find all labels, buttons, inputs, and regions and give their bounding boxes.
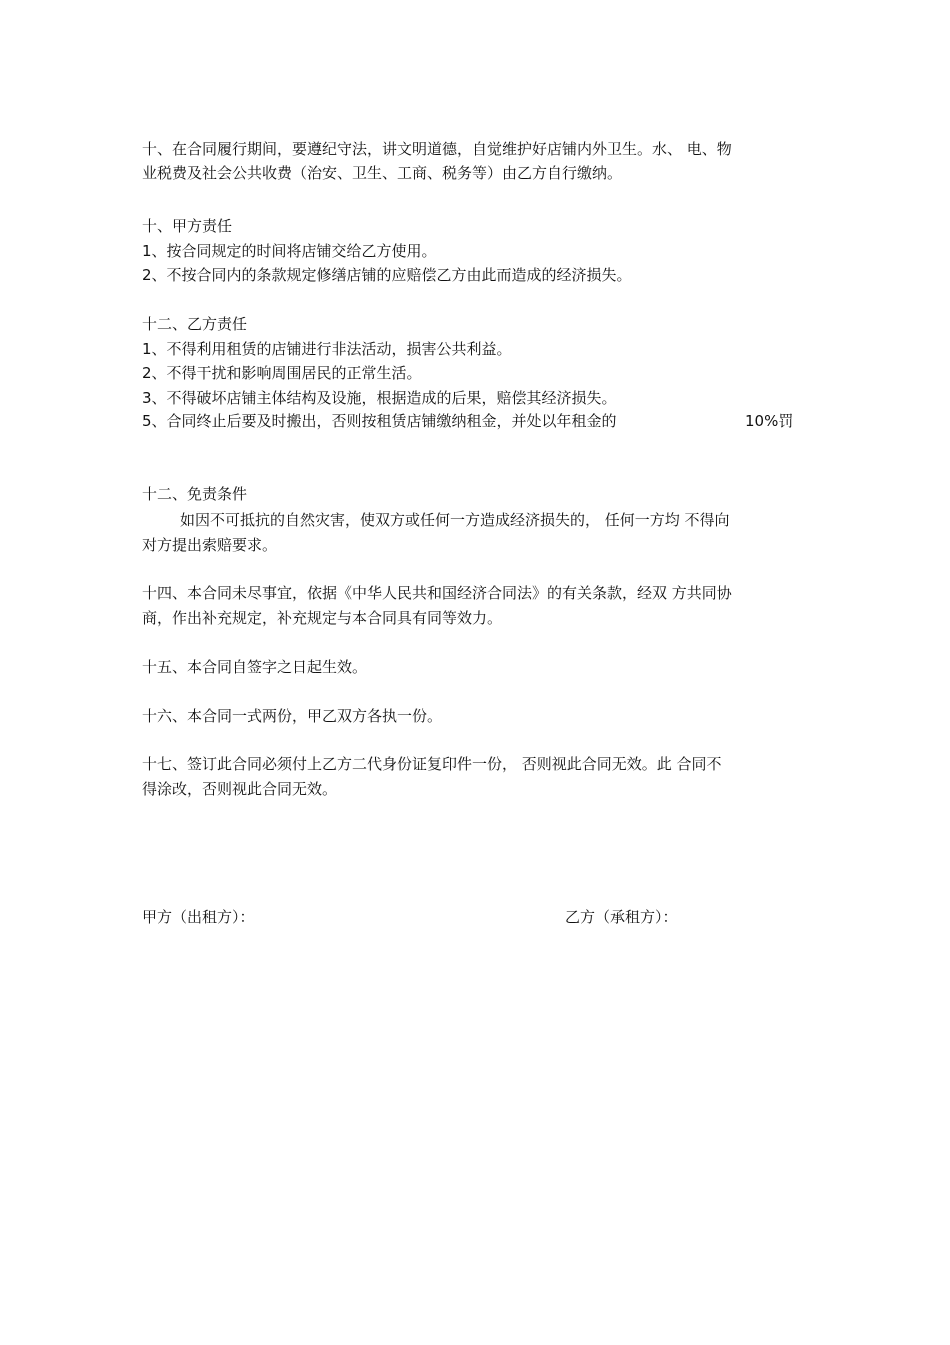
clause-12a-item-1: 1、不得利用租赁的店铺进行非法活动，损害公共利益。	[142, 340, 512, 358]
clause-12a-item-5-tail: 10%罚	[745, 412, 794, 430]
clause-10b-heading: 十、甲方责任	[142, 217, 233, 235]
clause-15-line-1: 十五、本合同自签字之日起生效。	[142, 658, 368, 676]
clause-12a-item-5: 5、合同终止后要及时搬出，否则按租赁店铺缴纳租金，并处以年租金的	[142, 412, 617, 430]
clause-16-line-1: 十六、本合同一式两份，甲乙双方各执一份。	[142, 707, 443, 725]
clause-12a-item-3: 3、不得破坏店铺主体结构及设施，根据造成的后果，赔偿其经济损失。	[142, 389, 617, 407]
clause-12a-item-2: 2、不得干扰和影响周围居民的正常生活。	[142, 364, 422, 382]
clause-10a-line-2: 业税费及社会公共收费（治安、卫生、工商、税务等）由乙方自行缴纳。	[142, 164, 623, 182]
clause-12a-heading: 十二、乙方责任	[142, 315, 248, 333]
clause-10b-item-1: 1、按合同规定的时间将店铺交给乙方使用。	[142, 242, 437, 260]
clause-10a-line-1: 十、在合同履行期间，要遵纪守法，讲文明道德，自觉维护好店铺内外卫生。水、 电、物	[142, 140, 732, 158]
clause-14-line-2: 商，作出补充规定，补充规定与本合同具有同等效力。	[142, 609, 503, 627]
clause-12b-line-2: 对方提出索赔要求。	[142, 536, 278, 554]
clause-12b-line-1: 如因不可抵抗的自然灾害，使双方或任何一方造成经济损失的， 任何一方均 不得向	[180, 511, 730, 529]
party-b-signature-label: 乙方（承租方）：	[565, 908, 678, 926]
clause-17-line-1: 十七、签订此合同必须付上乙方二代身份证复印件一份， 否则视此合同无效。此 合同不	[142, 755, 722, 773]
clause-12b-heading: 十二、免责条件	[142, 485, 248, 503]
clause-17-line-2: 得涂改，否则视此合同无效。	[142, 780, 338, 798]
clause-14-line-1: 十四、本合同未尽事宜，依据《中华人民共和国经济合同法》的有关条款，经双 方共同协	[142, 584, 732, 602]
party-a-signature-label: 甲方（出租方）：	[142, 908, 255, 926]
clause-10b-item-2: 2、不按合同内的条款规定修缮店铺的应赔偿乙方由此而造成的经济损失。	[142, 266, 632, 284]
